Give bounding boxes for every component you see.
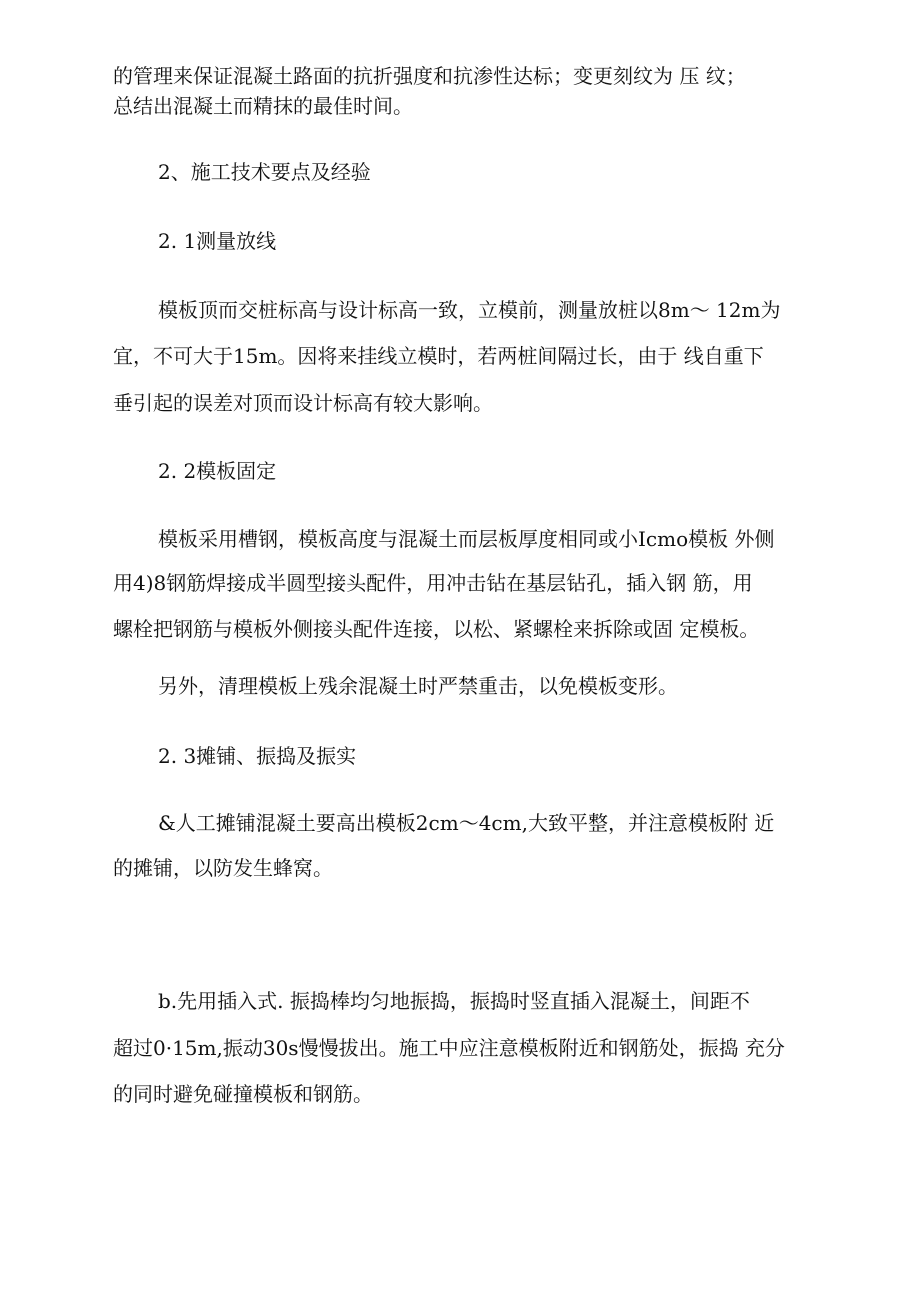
section-2-3-para-a-line-2: 的摊铺，以防发生蜂窝。 (113, 856, 333, 880)
section-2-2-heading: 2. 2模板固定 (158, 459, 277, 483)
section-2-1-para-line-1: 模板顶而交桩标高与设计标高一致，立模前，测量放桩以8m～ 12m为 (158, 298, 781, 322)
section-2-1-para-line-3: 垂引起的误差对顶而设计标高有较大影响。 (113, 391, 493, 415)
section-2-2-para-line-3: 螺栓把钢筋与模板外侧接头配件连接，以松、紧螺栓来拆除或固 定模板。 (113, 617, 760, 641)
intro-line-1: 的管理来保证混凝土路面的抗折强度和抗渗性达标；变更刻纹为 压 纹； (113, 64, 746, 88)
section-2-2-para-line-2: 用4)8钢筋焊接成半圆型接头配件，用冲击钻在基层钻孔，插入钢 筋，用 (113, 571, 753, 595)
intro-line-2: 总结出混凝土而精抹的最佳时间。 (113, 94, 413, 118)
section-2-3-para-a-line-1: &人工摊铺混凝土要高出模板2cm～4cm,大致平整，并注意模板附 近 (158, 811, 775, 835)
section-2-heading: 2、施工技术要点及经验 (158, 160, 371, 184)
section-2-3-heading: 2. 3摊铺、振捣及振实 (158, 744, 357, 768)
section-2-2-note: 另外，清理模板上残余混凝土时严禁重击，以免模板变形。 (158, 674, 678, 698)
section-2-3-para-b-line-3: 的同时避免碰撞模板和钢筋。 (113, 1082, 373, 1106)
section-2-1-heading: 2. 1测量放线 (158, 229, 277, 253)
section-2-3-para-b-line-1: b.先用插入式. 振捣棒均匀地振捣，振捣时竖直插入混凝土，间距不 (158, 989, 750, 1013)
section-2-2-para-line-1: 模板采用槽钢，模板高度与混凝土而层板厚度相同或小Icmo模板 外侧 (158, 527, 775, 551)
section-2-1-para-line-2: 宜，不可大于15m。因将来挂线立模时，若两桩间隔过长，由于 线自重下 (113, 344, 764, 368)
section-2-3-para-b-line-2: 超过0·15m,振动30s慢慢拔出。施工中应注意模板附近和钢筋处，振捣 充分 (113, 1036, 785, 1060)
